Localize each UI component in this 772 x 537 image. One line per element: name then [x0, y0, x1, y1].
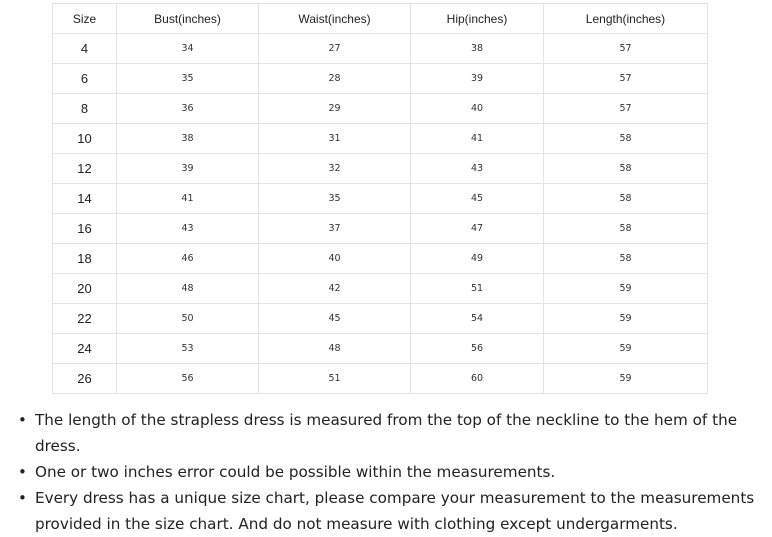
- waist-cell: 35: [259, 184, 411, 214]
- header-length: Length(inches): [544, 4, 708, 34]
- table-row: [53, 64, 708, 94]
- note-text: The length of the strapless dress is measured from the top of the neckline to the hem of the dress.: [35, 411, 738, 455]
- bust-cell: 36: [117, 94, 259, 124]
- bust-cell: 38: [117, 124, 259, 154]
- size-cell: 6: [53, 64, 117, 94]
- bullet-icon: •: [18, 411, 27, 429]
- size-cell: 14: [53, 184, 117, 214]
- hip-cell: 56: [411, 334, 544, 364]
- size-cell: 26: [53, 364, 117, 394]
- note-item: [18, 407, 770, 459]
- hip-cell: 43: [411, 154, 544, 184]
- length-cell: 59: [544, 364, 708, 394]
- waist-cell: 29: [259, 94, 411, 124]
- hip-cell: 40: [411, 94, 544, 124]
- bullet-icon: •: [18, 463, 27, 481]
- note-item: [18, 485, 770, 537]
- waist-cell: 45: [259, 304, 411, 334]
- table-row: [53, 214, 708, 244]
- length-cell: 57: [544, 34, 708, 64]
- bust-cell: 56: [117, 364, 259, 394]
- size-cell: 16: [53, 214, 117, 244]
- table-row: [53, 364, 708, 394]
- waist-cell: 51: [259, 364, 411, 394]
- size-cell: 8: [53, 94, 117, 124]
- bust-cell: 34: [117, 34, 259, 64]
- size-cell: 10: [53, 124, 117, 154]
- length-cell: 58: [544, 154, 708, 184]
- bust-cell: 46: [117, 244, 259, 274]
- table-row: [53, 34, 708, 64]
- size-cell: 24: [53, 334, 117, 364]
- header-hip: Hip(inches): [411, 4, 544, 34]
- table-row: [53, 334, 708, 364]
- length-cell: 59: [544, 304, 708, 334]
- size-chart-table: [52, 3, 708, 394]
- bust-cell: 53: [117, 334, 259, 364]
- bullet-icon: •: [18, 489, 27, 507]
- note-text: One or two inches error could be possible within the measurements.: [35, 463, 556, 481]
- bust-cell: 39: [117, 154, 259, 184]
- waist-cell: 37: [259, 214, 411, 244]
- bust-cell: 50: [117, 304, 259, 334]
- hip-cell: 49: [411, 244, 544, 274]
- header-size: Size: [53, 4, 117, 34]
- length-cell: 59: [544, 334, 708, 364]
- size-cell: 4: [53, 34, 117, 64]
- size-cell: 22: [53, 304, 117, 334]
- hip-cell: 45: [411, 184, 544, 214]
- table-row: [53, 274, 708, 304]
- hip-cell: 51: [411, 274, 544, 304]
- waist-cell: 40: [259, 244, 411, 274]
- table-row: [53, 94, 708, 124]
- table-row: [53, 304, 708, 334]
- waist-cell: 48: [259, 334, 411, 364]
- length-cell: 58: [544, 214, 708, 244]
- table-header-row: [53, 4, 708, 34]
- size-cell: 20: [53, 274, 117, 304]
- hip-cell: 60: [411, 364, 544, 394]
- bust-cell: 35: [117, 64, 259, 94]
- bust-cell: 48: [117, 274, 259, 304]
- header-waist: Waist(inches): [259, 4, 411, 34]
- note-text: Every dress has a unique size chart, please compare your measurement to the measurements provided in the size chart. And do not measure with clothing except undergarments.: [35, 489, 755, 533]
- notes-list: [18, 407, 770, 537]
- length-cell: 59: [544, 274, 708, 304]
- table-row: [53, 244, 708, 274]
- length-cell: 58: [544, 124, 708, 154]
- table-row: [53, 154, 708, 184]
- waist-cell: 31: [259, 124, 411, 154]
- header-bust: Bust(inches): [117, 4, 259, 34]
- length-cell: 57: [544, 94, 708, 124]
- hip-cell: 47: [411, 214, 544, 244]
- waist-cell: 42: [259, 274, 411, 304]
- size-cell: 18: [53, 244, 117, 274]
- table-row: [53, 184, 708, 214]
- length-cell: 58: [544, 184, 708, 214]
- bust-cell: 43: [117, 214, 259, 244]
- length-cell: 57: [544, 64, 708, 94]
- table-row: [53, 124, 708, 154]
- length-cell: 58: [544, 244, 708, 274]
- table-body: [53, 34, 708, 394]
- hip-cell: 38: [411, 34, 544, 64]
- waist-cell: 27: [259, 34, 411, 64]
- waist-cell: 32: [259, 154, 411, 184]
- hip-cell: 41: [411, 124, 544, 154]
- hip-cell: 54: [411, 304, 544, 334]
- bust-cell: 41: [117, 184, 259, 214]
- size-cell: 12: [53, 154, 117, 184]
- waist-cell: 28: [259, 64, 411, 94]
- hip-cell: 39: [411, 64, 544, 94]
- note-item: [18, 459, 770, 485]
